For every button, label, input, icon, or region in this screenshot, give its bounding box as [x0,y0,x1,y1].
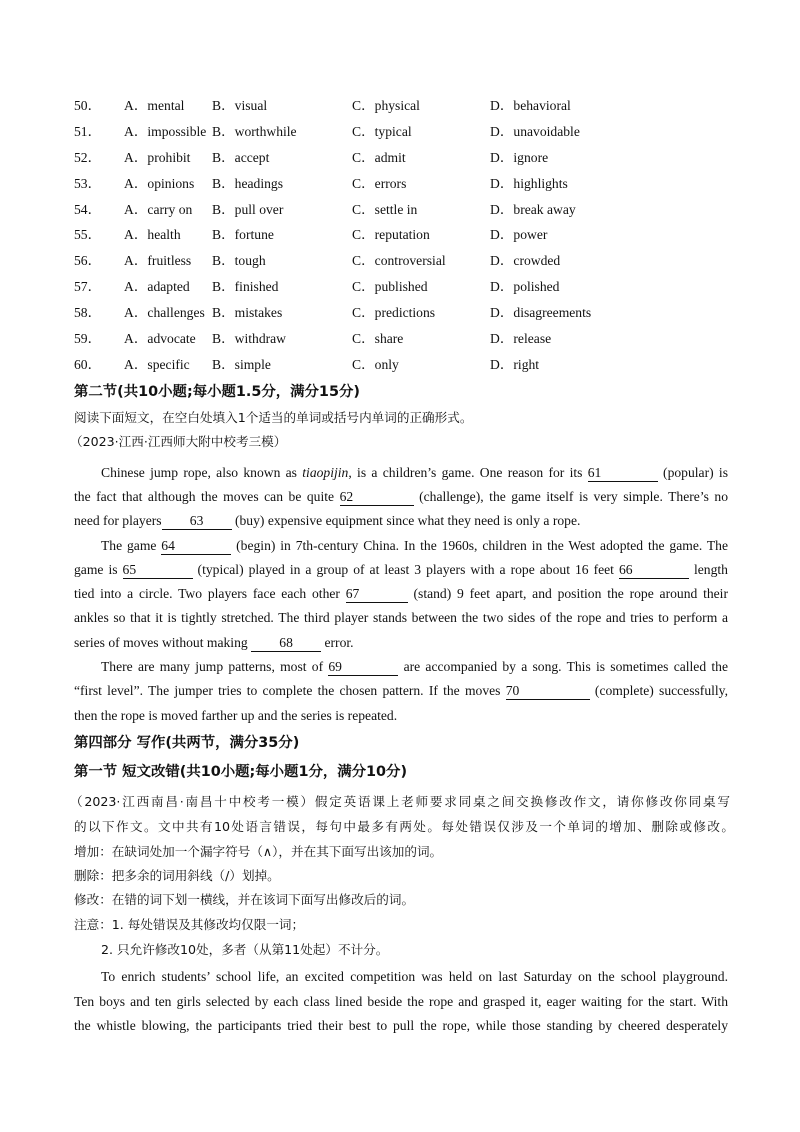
option-d[interactable]: D．behavioral [490,98,571,113]
option-a[interactable]: A．health [124,227,181,243]
section2-instruction: 阅读下面短文，在空白处填入1个适当的单词或括号内单词的正确形式。 [74,410,473,425]
option-d[interactable]: D．power [490,227,548,243]
question-number: 52． [74,149,102,165]
part4-heading: 第四部分 写作(共两节，满分35分) [74,735,300,751]
option-b[interactable]: B．withdraw [212,331,287,347]
option-c[interactable]: C．published [352,279,428,295]
passage-line: game is 65 (typical) played in a group of at least 3 players with a rope about 16 feet 66 length [74,562,728,577]
question-row [74,174,754,200]
blank-64[interactable]: 64 [161,538,231,555]
passage-line: the fact that although the moves can be quite 62 (challenge), the game itself is very simple. There’s no [74,489,728,504]
blank-66[interactable]: 66 [619,562,689,579]
question-row [74,225,754,251]
question-row [74,277,754,303]
option-b[interactable]: B．fortune [212,227,274,243]
option-b[interactable]: B．headings [212,175,283,191]
option-b[interactable]: B．visual [212,98,268,113]
section2-heading: 第二节(共10小题;每小题1.5分，满分15分) [74,384,360,400]
blank-63[interactable]: 63 [162,513,232,530]
question-row [74,96,754,122]
question-number: 57． [74,279,102,295]
question-row [74,303,754,329]
question-row [74,251,754,277]
option-c[interactable]: C．controversial [352,253,446,269]
option-a[interactable]: A．carry on [124,201,193,217]
question-number: 54． [74,201,102,217]
option-d[interactable]: D．unavoidable [490,123,580,139]
essay-line: Ten boys and ten girls selected by each class lined beside the rope and grasped it, eager waiting for the start. With [74,994,728,1009]
option-b[interactable]: B．mistakes [212,305,283,321]
blank-62[interactable]: 62 [340,489,414,506]
essay-line: To enrich students’ school life, an excited competition was held on last Saturday on the school playground. [101,969,728,984]
option-b[interactable]: B．simple [212,356,271,372]
option-c[interactable]: C．predictions [352,305,436,321]
option-c[interactable]: C．reputation [352,227,430,243]
passage-line: “first level”. The jumper tries to complete the chosen pattern. If the moves 70 (complete) successfully, [74,683,728,698]
note-2: 2. 只允许修改10处，多者（从第11处起）不计分。 [101,942,389,957]
question-number: 53． [74,175,102,191]
blank-69[interactable]: 69 [328,659,398,676]
option-b[interactable]: B．finished [212,279,279,295]
question-number: 50． [74,98,102,113]
passage-line: ankles so that it is tightly stretched. The third player stands between the two sides of the rope and tries to perform a [74,610,728,625]
question-row [74,148,754,174]
question-number: 56． [74,253,102,269]
rule-modify: 修改：在错的词下划一横线，并在该词下面写出修改后的词。 [74,892,415,907]
part4-subheading: 第一节 短文改错(共10小题;每小题1分，满分10分) [74,764,408,780]
option-b[interactable]: B．tough [212,253,266,269]
option-c[interactable]: C．settle in [352,201,418,217]
question-row [74,200,754,226]
option-c[interactable]: C．only [352,356,399,372]
option-d[interactable]: D．release [490,331,552,347]
passage-line: There are many jump patterns, most of 69 are accompanied by a song. This is sometimes called the [101,659,728,674]
option-c[interactable]: C．physical [352,98,420,113]
question-number: 60． [74,356,102,372]
passage-line: Chinese jump rope, also known as tiaopijin, is a children’s game. One reason for its 61 (popular) is [101,465,728,480]
passage-line: The game 64 (begin) in 7th-century China. In the 1960s, children in the West adopted the game. The [101,538,728,553]
part4-intro: （2023·江西南昌·南昌十中校考一模）假定英语课上老师要求同桌之间交换修改作文，请你修改你同桌写 [70,794,730,809]
blank-70[interactable]: 70 [506,683,590,700]
option-b[interactable]: B．pull over [212,201,284,217]
blank-68[interactable]: 68 [251,635,321,652]
passage-line: then the rope is moved farther up and the series is repeated. [74,708,398,723]
option-d[interactable]: D．right [490,356,540,372]
note-1: 注意：1. 每处错误及其修改均仅限一词； [74,917,305,932]
option-c[interactable]: C．admit [352,149,406,165]
blank-61[interactable]: 61 [588,465,658,482]
rule-add: 增加：在缺词处加一个漏字符号（∧），并在其下面写出该加的词。 [74,844,443,859]
option-d[interactable]: D．break away [490,201,576,217]
option-a[interactable]: A．prohibit [124,149,191,165]
question-row [74,329,754,355]
option-b[interactable]: B．worthwhile [212,123,297,139]
rule-delete: 删除：把多余的词用斜线（/）划掉。 [74,868,280,883]
options-list [74,96,754,381]
question-number: 51． [74,123,102,139]
option-a[interactable]: A．advocate [124,331,196,347]
question-row [74,122,754,148]
question-number: 55． [74,227,102,243]
essay-line: the whistle blowing, the participants tried their best to pull the rope, while those standing by cheered desperately [74,1018,728,1033]
option-c[interactable]: C．errors [352,175,407,191]
option-a[interactable]: A．mental [124,98,185,113]
option-b[interactable]: B．accept [212,149,270,165]
question-row [74,355,754,381]
option-c[interactable]: C．share [352,331,404,347]
option-a[interactable]: A．opinions [124,175,195,191]
option-a[interactable]: A．fruitless [124,253,192,269]
option-c[interactable]: C．typical [352,123,412,139]
option-a[interactable]: A．adapted [124,279,190,295]
option-d[interactable]: D．ignore [490,149,549,165]
blank-65[interactable]: 65 [123,562,193,579]
option-a[interactable]: A．challenges [124,305,205,321]
passage-line: series of moves without making 68 error. [74,635,354,650]
question-number: 58． [74,305,102,321]
passage-line: tied into a circle. Two players face each other 67 (stand) 9 feet apart, and position the rope around their [74,586,728,601]
section2-source: （2023·江西·江西师大附中校考三模） [70,434,287,449]
part4-intro: 的以下作文。文中共有10处语言错误，每句中最多有两处。每处错误仅涉及一个单词的增加、删除或修改。 [74,819,734,834]
option-d[interactable]: D．polished [490,279,560,295]
blank-67[interactable]: 67 [346,586,408,603]
option-d[interactable]: D．crowded [490,253,561,269]
option-d[interactable]: D．highlights [490,175,568,191]
option-a[interactable]: A．specific [124,356,190,372]
passage-line: need for players 63 (buy) expensive equipment since what they need is only a rope. [74,513,581,528]
question-number: 59． [74,331,102,347]
option-d[interactable]: D．disagreements [490,305,592,321]
option-a[interactable]: A．impossible [124,123,207,139]
